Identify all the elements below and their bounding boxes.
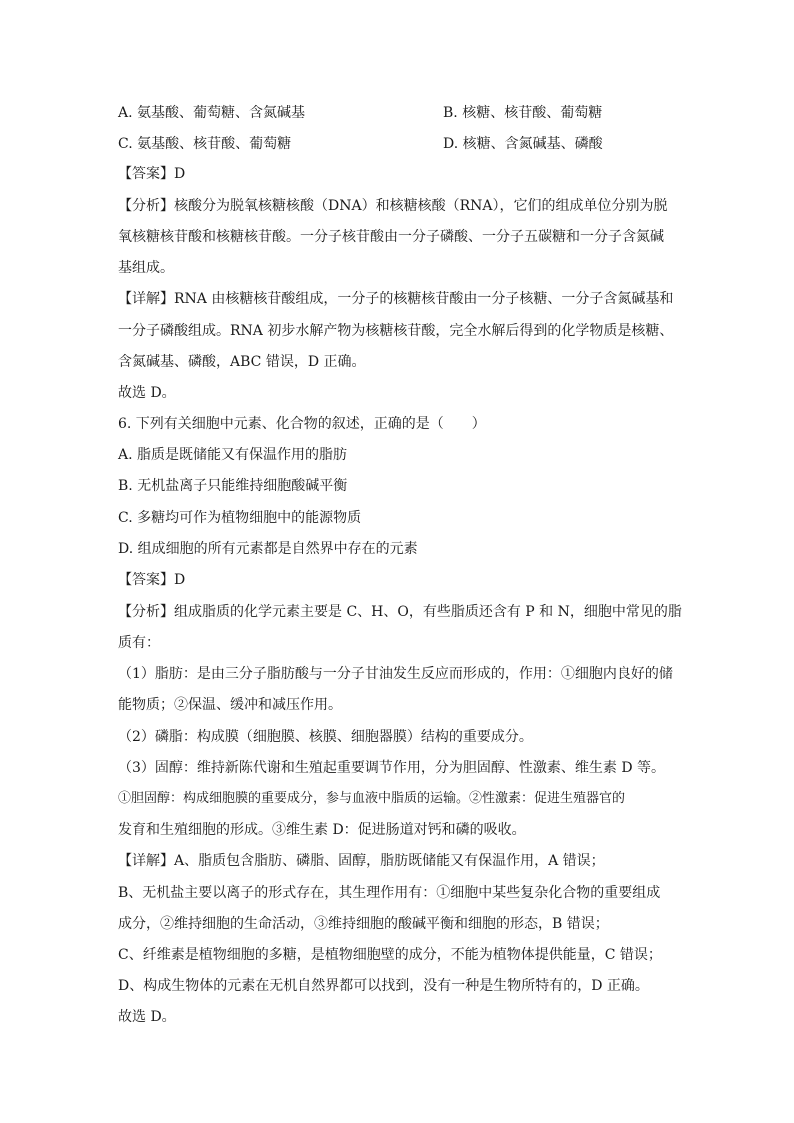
q5-answer: 【答案】D bbox=[118, 166, 186, 182]
q5-detail-line-2: 一分子磷酸组成。RNA 初步水解产物为核糖核苷酸，完全水解后得到的化学物质是核糖、 bbox=[118, 323, 674, 339]
q5-analysis-line-3: 基组成。 bbox=[118, 260, 174, 276]
q6-analysis-line-5: （2）磷脂：构成膜（细胞膜、核膜、细胞器膜）结构的重要成分。 bbox=[118, 729, 533, 745]
q5-detail-line-1: 【详解】RNA 由核糖核苷酸组成，一分子的核糖核苷酸由一分子核糖、一分子含氮碱基和 bbox=[118, 291, 674, 307]
q6-option-c: C. 多糖均可作为植物细胞中的能源物质 bbox=[118, 510, 362, 526]
q6-analysis-line-3: （1）脂肪：是由三分子脂肪酸与一分子甘油发生反应而形成的，作用：①细胞内良好的储 bbox=[118, 666, 673, 682]
q5-option-a: A. 氨基酸、葡萄糖、含氮碱基 bbox=[118, 105, 306, 121]
q6-option-b: B. 无机盐离子只能维持细胞酸碱平衡 bbox=[118, 478, 348, 494]
q6-conclusion: 故选 D。 bbox=[118, 1009, 176, 1025]
q6-analysis-line-7: ①胆固醇：构成细胞膜的重要成分，参与血液中脂质的运输。②性激素：促进生殖器官的 bbox=[118, 791, 626, 806]
q5-conclusion: 故选 D。 bbox=[118, 385, 176, 401]
q6-option-d: D. 组成细胞的所有元素都是自然界中存在的元素 bbox=[118, 541, 418, 557]
q6-answer: 【答案】D bbox=[118, 572, 186, 588]
q6-detail-line-1: 【详解】A、脂质包含脂肪、磷脂、固醇，脂肪既储能又有保温作用，A 错误； bbox=[118, 853, 605, 869]
q5-analysis-line-2: 氧核糖核苷酸和核糖核苷酸。一分子核苷酸由一分子磷酸、一分子五碳糖和一分子含氮碱 bbox=[118, 229, 664, 245]
q6-analysis-line-6: （3）固醇：维持新陈代谢和生殖起重要调节作用，分为胆固醇、性激素、维生素 D 等。 bbox=[118, 760, 666, 776]
q6-detail-line-4: C、纤维素是植物细胞的多糖，是植物细胞壁的成分，不能为植物体提供能量，C 错误； bbox=[118, 947, 662, 963]
q6-stem: 6. 下列有关细胞中元素、化合物的叙述，正确的是（ ） bbox=[118, 416, 486, 432]
q6-detail-line-2: B、无机盐主要以离子的形式存在，其生理作用有：①细胞中某些复杂化合物的重要组成 bbox=[118, 885, 661, 901]
q6-option-a: A. 脂质是既储能又有保温作用的脂肪 bbox=[118, 447, 348, 463]
q6-analysis-line-8: 发育和生殖细胞的形成。③维生素 D：促进肠道对钙和磷的吸收。 bbox=[118, 822, 526, 838]
q5-option-b: B. 核糖、核苷酸、葡萄糖 bbox=[443, 105, 603, 121]
q5-analysis-line-1: 【分析】核酸分为脱氧核糖核酸（DNA）和核糖核酸（RNA），它们的组成单位分别为脱 bbox=[118, 198, 668, 214]
q5-option-c: C. 氨基酸、核苷酸、葡萄糖 bbox=[118, 136, 292, 152]
q5-detail-line-3: 含氮碱基、磷酸，ABC 错误，D 正确。 bbox=[118, 354, 366, 370]
q6-analysis-line-1: 【分析】组成脂质的化学元素主要是 C、H、O，有些脂质还含有 P 和 N，细胞中常见的脂 bbox=[118, 604, 682, 620]
q6-detail-line-5: D、构成生物体的元素在无机自然界都可以找到，没有一种是生物所特有的，D 正确。 bbox=[118, 978, 649, 994]
q6-detail-line-3: 成分，②维持细胞的生命活动，③维持细胞的酸碱平衡和细胞的形态，B 错误； bbox=[118, 916, 609, 932]
q5-option-d: D. 核糖、含氮碱基、磷酸 bbox=[443, 136, 603, 152]
q6-analysis-line-4: 能物质；②保温、缓冲和减压作用。 bbox=[118, 697, 342, 713]
q6-analysis-line-2: 质有： bbox=[118, 635, 160, 651]
